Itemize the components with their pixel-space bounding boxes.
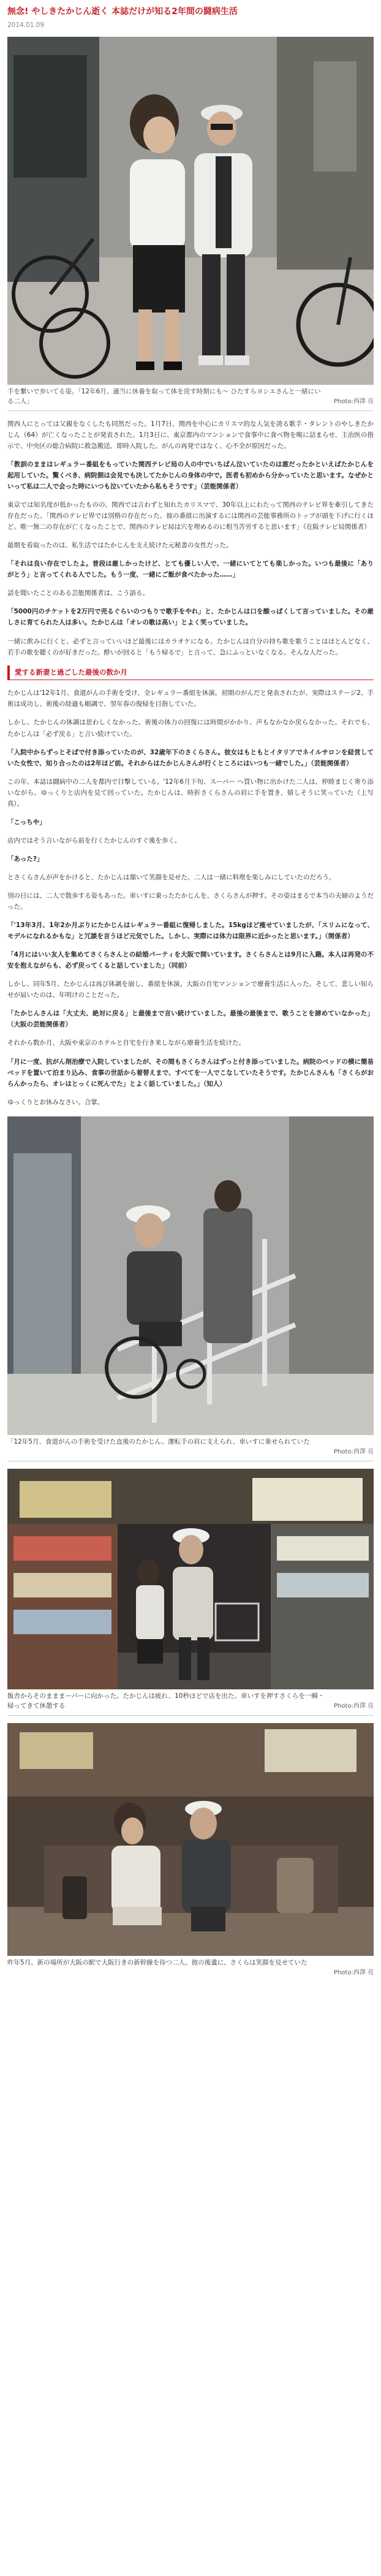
body-paragraph: しかし、同年5月、たかじんは再び体調を崩し、番組を休演。大阪の自宅マンションで療養生活に入った。そして、悲しい知らせが届いたのは、年明けのことだった。	[7, 980, 374, 999]
body-quote: 「月に一度、抗がん剤治療で入院していましたが、その間もさくらさんはずっと付き添っていました。病院のベッドの横に簡易ベッドを置いて泊まり込み、食事の世話から着替えまで、すべてを一人でこなしていたそうです。たかじんさんも「さくらがおらんかったら、オレはとっくに死んでた」とよく話していました。」（知人）	[7, 1058, 374, 1088]
photo-credit: Photo:西澤 亮	[333, 1448, 374, 1455]
closing-line: ゆっくりとお休みなさい。合掌。	[7, 1098, 104, 1106]
photo-wheelchair	[7, 1116, 374, 1435]
body-paragraph: たかじんは'12年1月、食道がんの手術を受け、全レギュラー番組を休演。初期のがんだと発表されたが、実際はステージ2。手術は成功し、術後の経過も順調で、翌年春の復帰を目指していた。	[7, 689, 374, 708]
photo-couple-walking	[7, 37, 374, 385]
body-paragraph: 店内ではそう言いながら前を行くたかじんのすぐ後を歩く。	[7, 836, 181, 844]
photo-caption-row	[7, 1437, 374, 1457]
photo-credit: Photo:西澤 亮	[333, 398, 374, 405]
body-quote: 「それは良い存在でしたよ。普段は厳しかったけど、とても優しい人で、一緒にいてとても楽しかった。いつも最後に「ありがとう」と言ってくれる人でした。もう一度、一緒にご飯が食べたかった……」	[7, 560, 374, 579]
body-paragraph: 別の日には、二人で散歩する姿もあった。車いすに乗ったたかじんを、さくらさんが押す。その姿はまるで本当の夫婦のようだった。	[7, 892, 374, 911]
body-paragraph: 東京では知名度が低かったものの、関西では言わずと知れたカリスマで、30年以上にわたって関西のテレビ界を牽引してきた存在だった。「関西のテレビ界では別格の存在だった。彼の番組に出演するには関西の芸能事務所のトップが頭を下げに行くほど。唯一無二の存在が亡くなったことで、関西のテレビ局は穴を埋めるのに相当苦労すると思います」（在阪テレビ局関係者）	[7, 501, 374, 531]
body-paragraph: それから数か月、大阪や東京のホテルと自宅を行き来しながら療養生活を続けた。	[7, 1039, 245, 1047]
photo-station-waiting	[7, 1723, 374, 1956]
body-quote: 「あった?」	[7, 855, 43, 863]
photo-caption: 「12年5月、食道がんの手術を受けた直後のたかじん。運転手の肩に支えられ、車いすに乗せられていた	[7, 1438, 310, 1445]
photo-caption: 飯舎からそのまままーパーに向かった。たかじんは疲れ、10秒ほどで店を出た。車いすを押すさくらを一瞬・帰ってきて休憩する	[7, 1692, 325, 1710]
body-quote: 「教訓のままはレギュラー番組をもっていた関西テレビ局の人の中でいちばん泣いていたのは誰だったかといえばたかじんを起用していた。驚くべき、病院側は会見でも決してたかじんの身体の中で。医者も初めから分かっていたと思います。なぜかといって私は二人で会った時にいつも泣いていたから私もそうです」（芸能関係者）	[7, 460, 374, 491]
photo-caption-row	[7, 1958, 374, 1978]
body-paragraph: 一緒に飲みに行くと、必ずと言っていいほど最後にはカラオケになる。たかじんは自分の持ち歌を歌うことはほとんどなく、若手の歌を聴くのが好きだった。酔いが回ると「もう帰るで」と言って、急にふっといなくなる。そんな人だった。	[7, 637, 374, 656]
photo-caption: 手を繋いで歩いてる姿。「12年6月、適当に休養を取って体を戻す時期にも〜 ひたすらヨシエさんと一緒にいる二人」	[7, 387, 321, 405]
section-heading: 愛する新妻と過ごした最後の数か月	[7, 665, 374, 681]
photo-credit: Photo:西澤 亮	[333, 1969, 374, 1977]
body-paragraph: とさくらさんが声をかけると、たかじんは頷いて笑顔を見せた。二人は一緒に料理を楽しみにしていたのだろう。	[7, 873, 336, 881]
body-quote: 「5000円のチケットを2万円で売るぐらいのつもりで歌手をやれ」と、たかじんは口を酸っぱくして言っていました。その厳しさに育てられた人は多い。たかじんは「オレの歌は高い」とよく笑っていました。	[7, 608, 374, 627]
photo-caption-row	[7, 1691, 374, 1711]
photo-caption-row	[7, 387, 374, 407]
body-paragraph: この年、本誌は闘病中の二人を都内で目撃している。'12年6月下旬、スーパー へ買い物に出かけた二人は、仲睦まじく寄り添いながら、ゆっくりと店内を見て回っていた。たかじんは、時折さくらさんの肩に手を置き、嬉しそうに笑っていた（上写真）。	[7, 778, 374, 808]
body-paragraph: 話を聞いたことのある芸能関係者は、こう語る。	[7, 589, 149, 597]
photo-credit: Photo:西澤 亮	[333, 1702, 374, 1710]
body-quote: 「'13年3月、1年2か月ぶりにたかじんはレギュラー番組に復帰しました。15kgほど痩せていましたが、「スリムになって、モデルになれるかもな」と冗談を言うほど元気でした。しかし、実際には体力は限界に近かったと思います。」（関係者）	[7, 922, 374, 941]
body-paragraph: しかし、たかじんの体調は思わしくなかった。術後の体力の回復には時間がかかり、声もなかなか戻らなかった。それでも、たかじんは「必ず戻る」と言い続けていた。	[7, 719, 374, 738]
body-quote: 「4月にはいい友人を集めてさくらさんとの結婚パーティを大阪で開いています。さくらさんとは9月に入籍。本人は再発の不安を抱えながらも、必ず戻ってくると話していました」（同前）	[7, 951, 374, 970]
divider	[7, 1715, 374, 1716]
body-paragraph: 関西人にとっては父親をなくしたも同然だった。1月7日、関西を中心にカリスマ的な人気を誇る歌手・タレントのやしきたかじん（64）が亡くなったことが発表された。1月3日に、東京都内のマンションで食事中に食べ物を喉に詰まらせ、主治医の指示で、中央区の総合病院に救急搬送、即時入院した。がんの再発ではなく、心不全が原因だった。	[7, 420, 374, 450]
body-quote: 「入院中からずっとそばで付き添っていたのが、32歳年下のさくらさん。彼女はもともとイタリアでネイルサロンを経営していた女性で、知り合ったのは2年ほど前。それからはたかじんさんが行くところにはいつも一緒でした。」（芸能関係者）	[7, 748, 374, 767]
photo-caption: 昨年5月、新の場所が大阪の駅で大阪行きの新幹線を待つ二人。彼の後遺に、さくらは笑顔を見せていた	[7, 1959, 307, 1967]
article-title: 無念! やしきたかじん逝く 本誌だけが知る2年間の闘病生活	[7, 7, 238, 17]
body-quote: 「こっちや」	[7, 818, 46, 826]
body-quote: 「たかじんさんは「大丈夫、絶対に戻る」と最後まで言い続けていました。最後の最後まで、歌うことを諦めていなかった」（大阪の芸能関係者）	[7, 1010, 374, 1029]
publish-date: 2014.01.09	[7, 21, 45, 29]
body-paragraph: 最期を看取ったのは、私生活ではたかじんを支え続けた元秘書の女性だった。	[7, 542, 233, 550]
photo-supermarket	[7, 1469, 374, 1689]
